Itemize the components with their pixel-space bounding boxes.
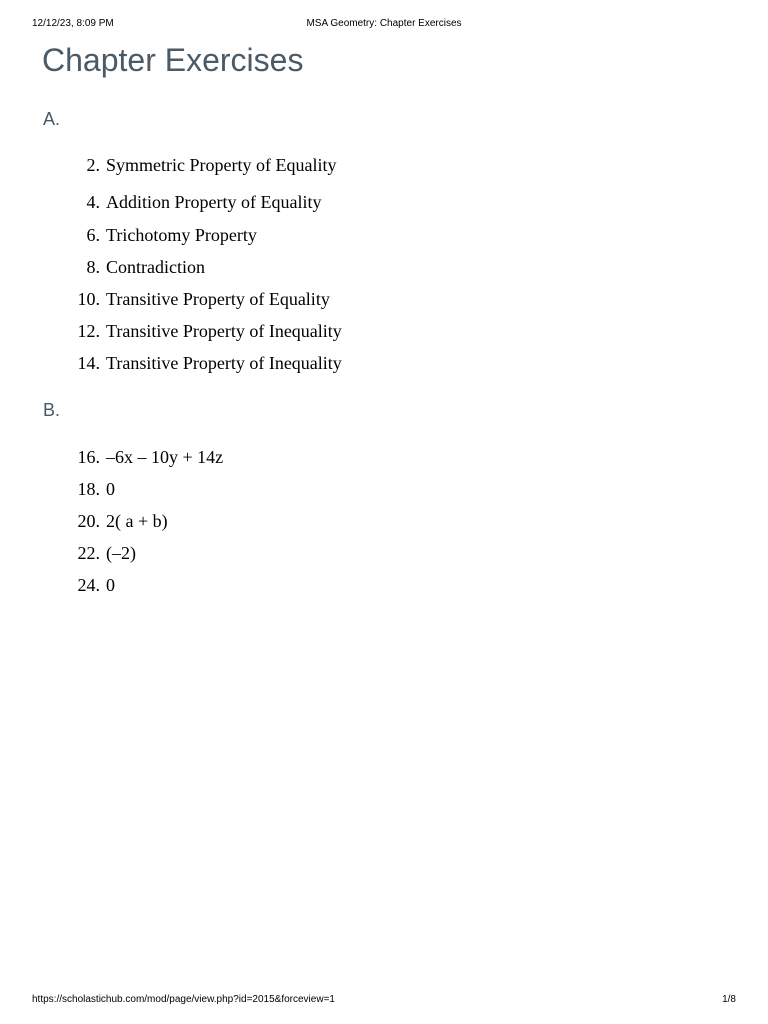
list-item <box>60 477 115 501</box>
list-item <box>60 509 168 533</box>
item-number: 22. <box>77 543 100 563</box>
item-number: 12. <box>77 321 100 341</box>
page-title: Chapter Exercises <box>42 42 304 78</box>
item-text: Transitive Property of Inequality <box>106 321 342 341</box>
item-number: 14. <box>77 353 100 373</box>
list-item <box>60 153 336 177</box>
item-number: 6. <box>86 225 100 245</box>
list-item <box>60 541 136 565</box>
list-item <box>60 445 223 469</box>
item-text: –6x – 10y + 14z <box>106 447 224 467</box>
item-number: 2. <box>86 155 100 175</box>
item-text: (–2) <box>106 543 136 563</box>
item-text: 2( a + b) <box>106 511 168 531</box>
print-url: https://scholastichub.com/mod/page/view.php?id=2015&forceview=1 <box>32 994 335 1005</box>
item-text: Transitive Property of Equality <box>106 289 330 309</box>
item-text: Contradiction <box>106 257 205 277</box>
item-number: 24. <box>77 575 100 595</box>
print-header <box>32 18 736 32</box>
item-text: Symmetric Property of Equality <box>106 155 337 175</box>
section-label-a: A. <box>43 109 61 129</box>
list-item <box>60 319 342 343</box>
item-number: 10. <box>77 289 100 309</box>
list-item <box>60 255 205 279</box>
print-doc-title: MSA Geometry: Chapter Exercises <box>306 18 462 29</box>
section-label-b: B. <box>43 400 61 420</box>
item-number: 18. <box>77 479 100 499</box>
item-text: Trichotomy Property <box>106 225 257 245</box>
item-number: 4. <box>86 192 100 212</box>
print-datetime: 12/12/23, 8:09 PM <box>32 18 114 29</box>
list-item <box>60 223 257 247</box>
item-text: Transitive Property of Inequality <box>106 353 342 373</box>
item-number: 20. <box>77 511 100 531</box>
item-text: 0 <box>106 575 115 595</box>
item-text: 0 <box>106 479 115 499</box>
item-number: 16. <box>77 447 100 467</box>
list-item <box>60 573 115 597</box>
page-indicator: 1/8 <box>722 994 736 1005</box>
list-item <box>60 351 342 375</box>
print-footer <box>32 994 736 1008</box>
list-item <box>60 287 330 311</box>
list-item <box>60 190 321 214</box>
item-number: 8. <box>86 257 100 277</box>
item-text: Addition Property of Equality <box>106 192 322 212</box>
